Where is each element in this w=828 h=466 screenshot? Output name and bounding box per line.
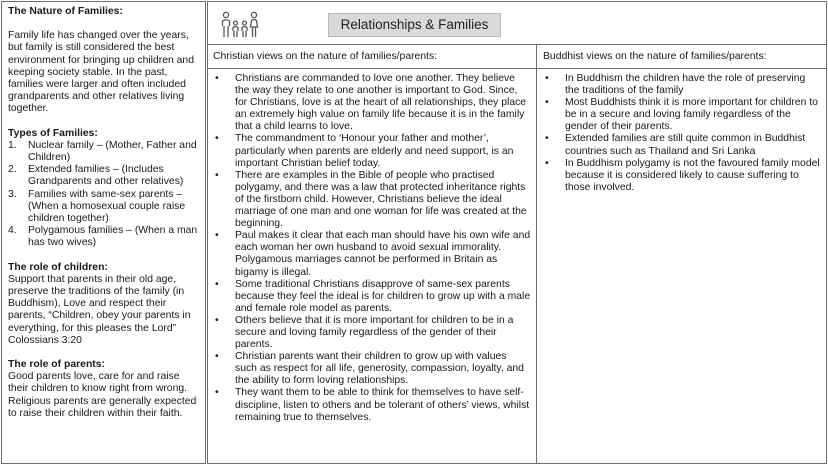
bullet-icon: •	[215, 351, 219, 363]
christian-bullet-list	[213, 73, 531, 424]
list-item	[213, 73, 531, 133]
bullet-icon: •	[545, 133, 549, 145]
bullet-icon: •	[545, 73, 549, 84]
family-icon	[220, 10, 260, 40]
type-num: 4.	[8, 225, 17, 237]
parents-text: Good parents love, care for and raise their children to know right from wrong. Religious parents are generally expected to raise their children within their faith.	[8, 371, 197, 419]
bullet-icon: •	[545, 157, 549, 169]
type-text: Nuclear family – (Mother, Father and Children)	[28, 139, 197, 164]
page-title: Relationships & Families	[328, 13, 501, 37]
type-text: Families with same-sex parents – (When a homosexual couple raise children together)	[28, 188, 186, 225]
list-item-text: In Buddhism polygamy is not the favoured family model because it is considered likely to cause suffering to those involved.	[565, 157, 820, 193]
list-item-text: Some traditional Christians disapprove of same-sex parents because they feel the ideal is for children to grow up with a male and female role model as parents.	[235, 278, 531, 314]
nature-text: Family life has changed over the years, but family is still considered the best environment for bringing up children and keeping society stable. In the past, families were larger and often included grandparents and other relatives living together.	[8, 30, 194, 115]
column-divider	[536, 44, 537, 463]
list-item	[543, 97, 821, 133]
bullet-icon: •	[215, 169, 219, 181]
types-title: Types of Families:	[8, 127, 98, 139]
list-item-text: Paul makes it clear that each man should have his own wife and each woman her own husband to avoid sexual immorality. Polygamous marriages cannot be performed in Britain as bigamy is illegal.	[235, 230, 531, 278]
column-header-row	[208, 44, 826, 69]
children-text: Support that parents in their old age, preserve the traditions of the family (in Buddhism), Love and respect their parents, “Children, obey your parents in everything, for this pleases the Lord” Colossians 3:20	[8, 273, 191, 346]
bullet-icon: •	[215, 387, 219, 399]
christian-views-column	[213, 73, 531, 424]
bullet-icon: •	[215, 73, 219, 84]
buddhist-bullet-list	[543, 73, 821, 194]
type-item	[8, 140, 201, 164]
list-item-text: Extended families are still quite common in Buddhist countries such as Thailand and Sri Lanka	[565, 133, 806, 157]
list-item	[543, 73, 821, 97]
bullet-icon: •	[545, 97, 549, 109]
list-item-text: There are examples in the Bible of people who practised polygamy, and there was a law that protected inheritance rights of the firstborn child. However, Christians believe the ideal marriage of one man and one woman for life was created at the beginning.	[235, 169, 527, 230]
christian-column-header: Christian views on the nature of families/parents:	[213, 51, 438, 62]
left-info-panel	[1, 1, 206, 464]
type-text: Polygamous families – (When a man has two wives)	[28, 225, 198, 249]
type-num: 1.	[8, 139, 17, 151]
list-item-text: They want them to be able to think for themselves to have self-discipline, listen to others and be tolerant of others’ views, whilst remaining true to themselves.	[235, 387, 530, 423]
list-item-text: The commandment to ‘Honour your father and mother’, particularly when parents are elderly and need support, is an important Christian belief today.	[235, 133, 514, 169]
list-item-text: Most Buddhists think it is more important for children to be in a secure and loving family regardless of the gender of their parents.	[565, 97, 818, 133]
buddhist-column-header: Buddhist views on the nature of families/parents:	[543, 51, 767, 62]
children-title: The role of children:	[8, 261, 108, 273]
list-item-text: Others believe that it is more important for children to be in a secure and loving family regardless of the gender of their parents.	[235, 314, 514, 351]
list-item	[213, 315, 531, 351]
right-views-panel	[207, 1, 827, 464]
type-text: Extended families – (Includes Grandparents and other relatives)	[28, 164, 184, 188]
list-item	[213, 170, 531, 230]
type-num: 3.	[8, 188, 17, 200]
nature-title: The Nature of Families:	[8, 6, 123, 17]
type-item	[8, 189, 201, 226]
header-area	[208, 2, 826, 44]
type-item	[8, 225, 201, 249]
list-item-text: Christians are commanded to love one another. They believe the way they relate to one another is important to God. Since, for Christians, love is at the heart of all relationships, they place an extremely high value on family life because it is in the family that a child learns to love.	[235, 73, 527, 133]
parents-title: The role of parents:	[8, 359, 105, 371]
bullet-icon: •	[215, 278, 219, 290]
type-item	[8, 164, 201, 188]
list-item-text: In Buddhism the children have the role of preserving the traditions of the family	[565, 73, 806, 97]
bullet-icon: •	[215, 314, 219, 326]
list-item	[213, 133, 531, 169]
bullet-icon: •	[215, 133, 219, 145]
list-item-text: Christian parents want their children to grow up with values such as respect for all life, generosity, compassion, loyalty, and the ability to form loving relationships.	[235, 351, 524, 387]
list-item	[543, 133, 821, 157]
list-item	[213, 279, 531, 315]
buddhist-views-column	[543, 73, 821, 194]
list-item	[543, 158, 821, 194]
list-item	[213, 387, 531, 423]
list-item	[213, 230, 531, 278]
list-item	[213, 351, 531, 387]
bullet-icon: •	[215, 230, 219, 242]
types-list	[8, 140, 201, 250]
type-num: 2.	[8, 164, 17, 176]
